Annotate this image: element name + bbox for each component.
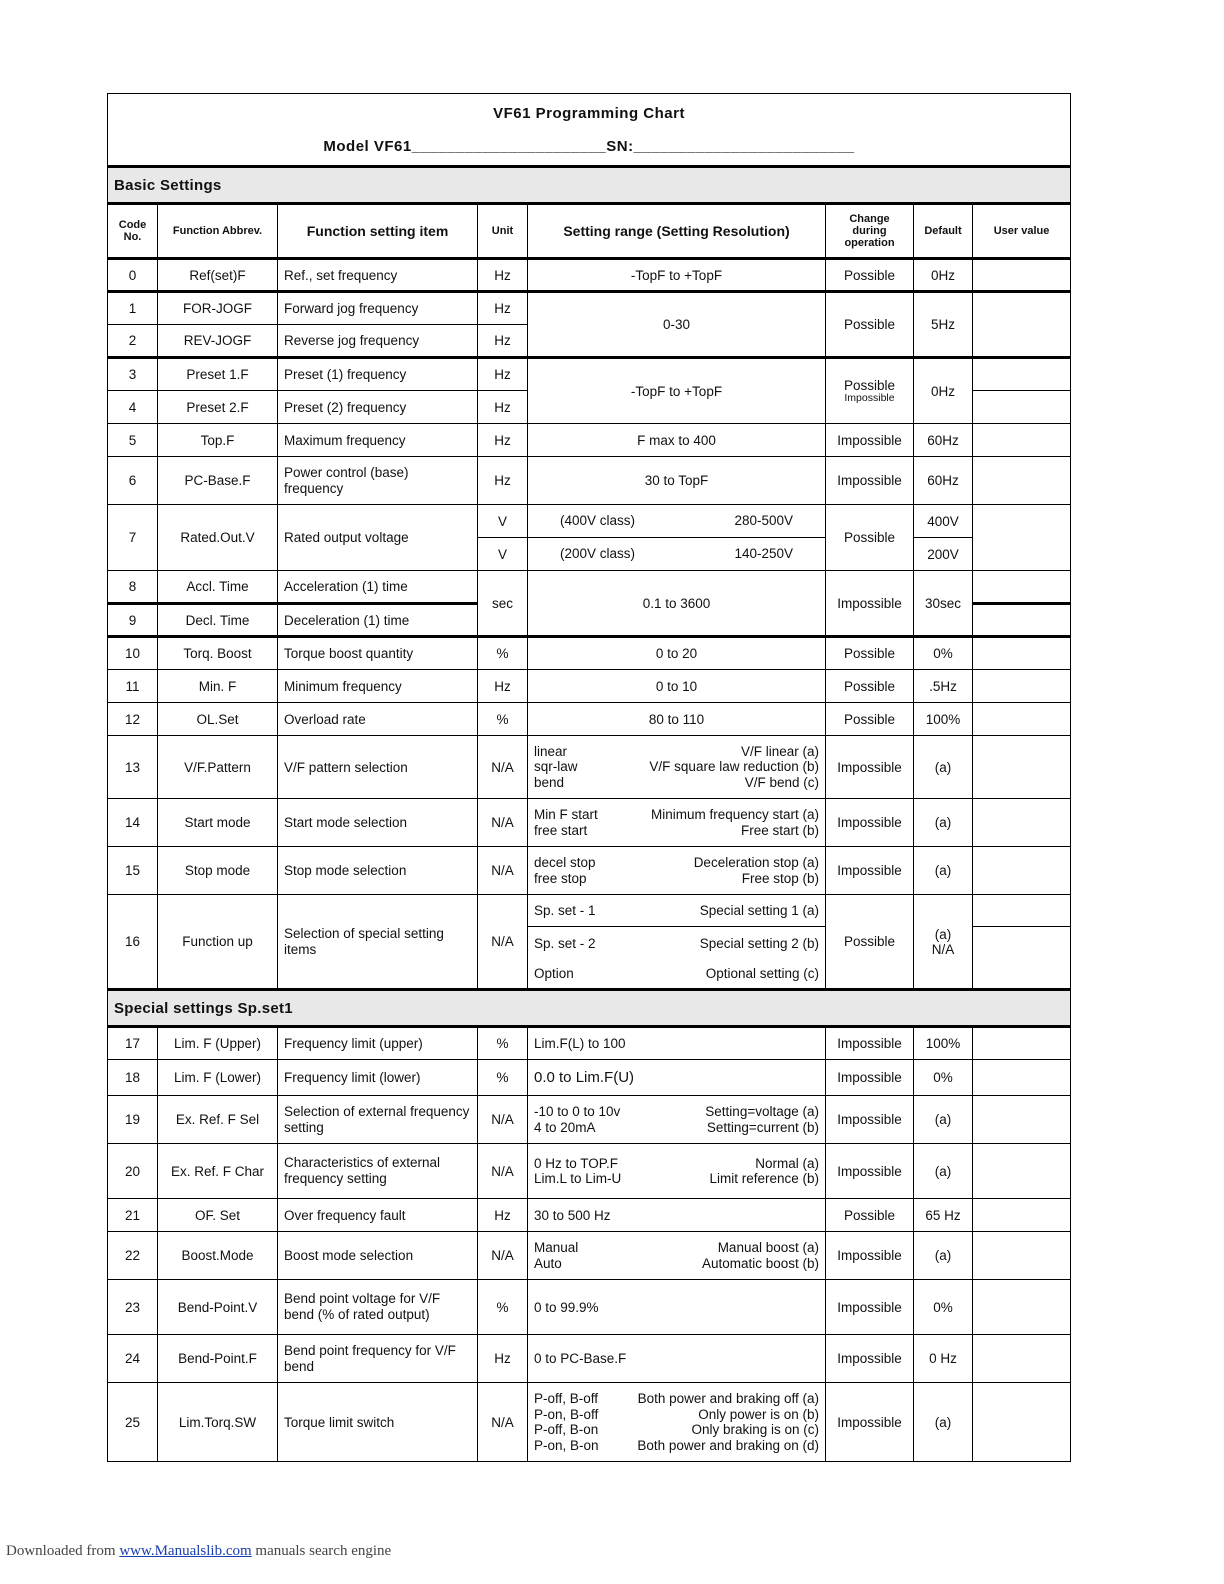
table-row [108, 1335, 1071, 1383]
option-desc: Both power and braking on (d) [637, 1437, 819, 1453]
range-cell: 30 to TopF [528, 457, 826, 505]
option-key: Min F start [534, 807, 598, 822]
item-cell: Minimum frequency [278, 670, 478, 703]
col-item: Function setting item [278, 204, 478, 259]
range-cell: F max to 400 [528, 424, 826, 457]
unit-cell: V [478, 505, 528, 538]
change-cell: Possible [826, 505, 914, 571]
settings-table [107, 93, 1071, 1462]
option-desc: Both power and braking off (a) [637, 1391, 819, 1406]
change-cell: Possible [826, 637, 914, 670]
change-cell: Impossible [826, 424, 914, 457]
code-cell: 24 [108, 1335, 158, 1383]
default-cell: 400V [914, 505, 973, 538]
option-key: Lim.L to Lim-U [534, 1171, 622, 1186]
chart-header [108, 94, 1071, 167]
option-desc: Only braking is on (c) [691, 1422, 819, 1437]
unit-cell: N/A [478, 1383, 528, 1462]
table-row [108, 1060, 1071, 1096]
default-cell: 0Hz [914, 259, 973, 292]
programming-chart [107, 93, 1070, 1462]
code-cell: 11 [108, 670, 158, 703]
abbrev-cell: Ref(set)F [158, 259, 278, 292]
col-code: Code No. [108, 204, 158, 259]
abbrev-cell: Torq. Boost [158, 637, 278, 670]
user-value-cell[interactable] [973, 1060, 1071, 1096]
user-value-cell[interactable] [973, 259, 1071, 292]
abbrev-cell: Preset 1.F [158, 358, 278, 391]
code-cell: 5 [108, 424, 158, 457]
range-class-label: (200V class) [560, 546, 636, 562]
table-row [108, 457, 1071, 505]
abbrev-cell: Stop mode [158, 847, 278, 895]
range-cell: 0 to 10 [528, 670, 826, 703]
default-cell: (a) [914, 1232, 973, 1280]
range-cell: 0-30 [528, 292, 826, 358]
unit-cell: N/A [478, 1144, 528, 1199]
user-value-cell[interactable] [973, 292, 1071, 358]
column-header-row [108, 204, 1071, 259]
code-cell: 15 [108, 847, 158, 895]
item-cell: Ref., set frequency [278, 259, 478, 292]
range-cell: 0.1 to 3600 [528, 571, 826, 637]
unit-cell: N/A [478, 1096, 528, 1144]
user-value-cell[interactable] [973, 736, 1071, 799]
option-key: Manual [534, 1240, 579, 1255]
abbrev-cell: Boost.Mode [158, 1232, 278, 1280]
user-value-cell[interactable] [973, 1027, 1071, 1060]
item-cell: Maximum frequency [278, 424, 478, 457]
change-cell: Impossible [826, 1383, 914, 1462]
table-row [108, 505, 1071, 538]
range-cell [528, 847, 826, 895]
abbrev-cell: FOR-JOGF [158, 292, 278, 325]
option-key: P-on, B-on [534, 1437, 599, 1453]
abbrev-cell: OL.Set [158, 703, 278, 736]
user-value-cell[interactable] [973, 391, 1071, 424]
chart-title: VF61 Programming Chart [493, 104, 685, 122]
item-cell: Rated output voltage [278, 505, 478, 571]
default-cell: (a) [914, 1383, 973, 1462]
change-cell: Impossible [826, 1335, 914, 1383]
option-key: 4 to 20mA [534, 1119, 596, 1135]
user-value-cell[interactable] [973, 895, 1071, 927]
range-cell: 80 to 110 [528, 703, 826, 736]
user-value-cell[interactable] [973, 571, 1071, 604]
change-impossible: Impossible [844, 392, 895, 404]
item-cell: Selection of special setting items [278, 895, 478, 990]
option-key: Auto [534, 1255, 562, 1271]
item-cell: Overload rate [278, 703, 478, 736]
item-cell: Frequency limit (lower) [278, 1060, 478, 1096]
unit-cell: Hz [478, 670, 528, 703]
change-cell: Possible [826, 1199, 914, 1232]
code-cell: 14 [108, 799, 158, 847]
unit-cell: Hz [478, 457, 528, 505]
option-desc: V/F linear (a) [740, 743, 819, 759]
abbrev-cell: Ex. Ref. F Char [158, 1144, 278, 1199]
change-cell: Impossible [826, 799, 914, 847]
code-cell: 25 [108, 1383, 158, 1462]
user-value-cell[interactable] [973, 927, 1071, 990]
change-cell: Impossible [826, 1096, 914, 1144]
user-value-cell[interactable] [973, 1335, 1071, 1383]
model-sn-line: Model VF61______________________SN:_________________________ [323, 137, 855, 155]
change-cell: Impossible [826, 1232, 914, 1280]
code-cell: 13 [108, 736, 158, 799]
abbrev-cell: Start mode [158, 799, 278, 847]
option-desc: Deceleration stop (a) [693, 855, 819, 870]
code-cell: 18 [108, 1060, 158, 1096]
table-row [108, 670, 1071, 703]
range-cell: -TopF to +TopF [528, 358, 826, 424]
user-value-cell[interactable] [973, 457, 1071, 505]
unit-cell: N/A [478, 736, 528, 799]
code-cell: 2 [108, 325, 158, 358]
item-cell: Selection of external frequency setting [278, 1096, 478, 1144]
code-cell: 9 [108, 604, 158, 637]
abbrev-cell: Rated.Out.V [158, 505, 278, 571]
range-cell [528, 1232, 826, 1280]
default-cell: .5Hz [914, 670, 973, 703]
item-cell: Boost mode selection [278, 1232, 478, 1280]
default-cell: 0% [914, 1280, 973, 1335]
option-desc: Only power is on (b) [698, 1406, 819, 1422]
option-key: P-on, B-off [534, 1406, 599, 1422]
unit-cell: Hz [478, 1199, 528, 1232]
abbrev-cell: Min. F [158, 670, 278, 703]
option-key: free stop [534, 870, 587, 886]
range-cell [528, 1144, 826, 1199]
option-key: Sp. set - 1 [534, 902, 596, 918]
default-value: N/A [931, 941, 955, 957]
table-row [108, 1144, 1071, 1199]
code-cell: 23 [108, 1280, 158, 1335]
unit-cell: Hz [478, 259, 528, 292]
item-cell: Acceleration (1) time [278, 571, 478, 604]
download-footer [6, 1543, 391, 1560]
range-cell [528, 895, 826, 927]
table-row [108, 895, 1071, 927]
unit-cell: Hz [478, 1335, 528, 1383]
range-cell [528, 538, 826, 571]
user-value-cell[interactable] [973, 604, 1071, 637]
abbrev-cell: Accl. Time [158, 571, 278, 604]
default-cell: 0Hz [914, 358, 973, 424]
default-cell: (a) [914, 736, 973, 799]
user-value-cell[interactable] [973, 799, 1071, 847]
change-cell: Impossible [826, 1280, 914, 1335]
change-cell: Impossible [826, 571, 914, 637]
change-cell: Possible [826, 670, 914, 703]
option-desc: V/F square law reduction (b) [649, 759, 819, 775]
user-value-cell[interactable] [973, 703, 1071, 736]
unit-cell: % [478, 703, 528, 736]
default-cell: 100% [914, 703, 973, 736]
option-desc: Minimum frequency start (a) [650, 807, 819, 822]
footer-prefix: Downloaded from [6, 1543, 120, 1559]
option-desc: Automatic boost (b) [701, 1255, 819, 1271]
range-cell: 0 to PC-Base.F [528, 1335, 826, 1383]
option-desc: Special setting 2 (b) [699, 935, 819, 951]
range-cell [528, 1096, 826, 1144]
user-value-cell[interactable] [973, 358, 1071, 391]
table-row [108, 637, 1071, 670]
item-cell: Torque boost quantity [278, 637, 478, 670]
user-value-cell[interactable] [973, 505, 1071, 571]
option-key: -10 to 0 to 10v [534, 1104, 621, 1119]
unit-cell: Hz [478, 358, 528, 391]
table-row [108, 1232, 1071, 1280]
code-cell: 6 [108, 457, 158, 505]
default-cell: 100% [914, 1027, 973, 1060]
item-cell: Preset (2) frequency [278, 391, 478, 424]
col-range: Setting range (Setting Resolution) [528, 204, 826, 259]
default-cell: 30sec [914, 571, 973, 637]
range-value: 280-500V [734, 513, 793, 529]
option-desc: Optional setting (c) [705, 966, 819, 981]
abbrev-cell: Bend-Point.F [158, 1335, 278, 1383]
section-special-settings: Special settings Sp.set1 [108, 990, 1071, 1027]
change-cell: Possible [826, 259, 914, 292]
unit-cell: N/A [478, 799, 528, 847]
section-basic-settings: Basic Settings [108, 167, 1071, 204]
code-cell: 12 [108, 703, 158, 736]
user-value-cell[interactable] [973, 424, 1071, 457]
option-desc: Normal (a) [755, 1155, 819, 1171]
col-abbrev: Function Abbrev. [158, 204, 278, 259]
item-cell: Bend point frequency for V/F bend [278, 1335, 478, 1383]
unit-cell: N/A [478, 895, 528, 990]
user-value-cell[interactable] [973, 670, 1071, 703]
option-key: sqr-law [534, 759, 578, 775]
table-row [108, 736, 1071, 799]
default-cell: 5Hz [914, 292, 973, 358]
table-row [108, 1280, 1071, 1335]
abbrev-cell: Bend-Point.V [158, 1280, 278, 1335]
option-key: Option [534, 966, 574, 981]
item-cell: Forward jog frequency [278, 292, 478, 325]
unit-cell: % [478, 1027, 528, 1060]
range-class-label: (400V class) [560, 513, 636, 529]
option-desc: Setting=voltage (a) [705, 1104, 819, 1119]
option-key: linear [534, 743, 568, 759]
user-value-cell[interactable] [973, 637, 1071, 670]
change-cell: Impossible [826, 457, 914, 505]
code-cell: 20 [108, 1144, 158, 1199]
default-cell: 0% [914, 1060, 973, 1096]
change-cell: Possible [826, 895, 914, 990]
item-cell: Deceleration (1) time [278, 604, 478, 637]
unit-cell: % [478, 1280, 528, 1335]
change-cell: Impossible [826, 847, 914, 895]
item-cell: Stop mode selection [278, 847, 478, 895]
item-cell: Reverse jog frequency [278, 325, 478, 358]
user-value-cell[interactable] [973, 1232, 1071, 1280]
option-key: decel stop [534, 855, 596, 870]
range-cell [528, 736, 826, 799]
abbrev-cell: REV-JOGF [158, 325, 278, 358]
default-cell: (a) [914, 1144, 973, 1199]
code-cell: 7 [108, 505, 158, 571]
range-cell: Lim.F(L) to 100 [528, 1027, 826, 1060]
change-cell: Impossible [826, 1060, 914, 1096]
code-cell: 0 [108, 259, 158, 292]
table-row [108, 424, 1071, 457]
item-cell: V/F pattern selection [278, 736, 478, 799]
unit-cell: Hz [478, 391, 528, 424]
unit-cell: V [478, 538, 528, 571]
col-default: Default [914, 204, 973, 259]
default-cell: 65 Hz [914, 1199, 973, 1232]
default-cell: 200V [914, 538, 973, 571]
change-cell: Impossible [826, 1027, 914, 1060]
table-row [108, 571, 1071, 604]
abbrev-cell: Ex. Ref. F Sel [158, 1096, 278, 1144]
range-cell [528, 799, 826, 847]
unit-cell: % [478, 637, 528, 670]
default-cell [914, 895, 973, 990]
option-key: free start [534, 822, 588, 838]
option-key: P-off, B-on [534, 1422, 599, 1437]
item-cell: Preset (1) frequency [278, 358, 478, 391]
col-unit: Unit [478, 204, 528, 259]
unit-cell: Hz [478, 325, 528, 358]
code-cell: 3 [108, 358, 158, 391]
default-cell: 60Hz [914, 457, 973, 505]
default-value: (a) [934, 926, 952, 942]
abbrev-cell: Decl. Time [158, 604, 278, 637]
item-cell: Power control (base) frequency [278, 457, 478, 505]
range-value: 140-250V [734, 546, 793, 562]
unit-cell: Hz [478, 292, 528, 325]
option-desc: Free stop (b) [741, 870, 819, 886]
change-cell: Impossible [826, 1144, 914, 1199]
abbrev-cell: Preset 2.F [158, 391, 278, 424]
abbrev-cell: OF. Set [158, 1199, 278, 1232]
change-cell: Possible [826, 703, 914, 736]
item-cell: Bend point voltage for V/F bend (% of rated output) [278, 1280, 478, 1335]
table-row [108, 1027, 1071, 1060]
unit-cell: % [478, 1060, 528, 1096]
default-cell: 0 Hz [914, 1335, 973, 1383]
col-user-value: User value [973, 204, 1071, 259]
table-row [108, 799, 1071, 847]
default-cell: (a) [914, 799, 973, 847]
code-cell: 4 [108, 391, 158, 424]
abbrev-cell: PC-Base.F [158, 457, 278, 505]
table-row [108, 1383, 1071, 1462]
table-row [108, 292, 1071, 325]
abbrev-cell: Lim.Torq.SW [158, 1383, 278, 1462]
code-cell: 1 [108, 292, 158, 325]
default-cell: 0% [914, 637, 973, 670]
code-cell: 10 [108, 637, 158, 670]
table-row [108, 703, 1071, 736]
option-key: Sp. set - 2 [534, 935, 596, 951]
code-cell: 19 [108, 1096, 158, 1144]
item-cell: Over frequency fault [278, 1199, 478, 1232]
option-desc: Setting=current (b) [706, 1119, 819, 1135]
change-cell: Possible [826, 292, 914, 358]
abbrev-cell: Lim. F (Upper) [158, 1027, 278, 1060]
range-cell: 30 to 500 Hz [528, 1199, 826, 1232]
user-value-cell[interactable] [973, 1199, 1071, 1232]
abbrev-cell: Lim. F (Lower) [158, 1060, 278, 1096]
manualslib-link[interactable]: www.Manualslib.com [119, 1543, 252, 1559]
option-desc: Free start (b) [740, 822, 819, 838]
table-row [108, 847, 1071, 895]
user-value-cell[interactable] [973, 1096, 1071, 1144]
item-cell: Characteristics of external frequency setting [278, 1144, 478, 1199]
table-row [108, 1096, 1071, 1144]
col-change: Change during operation [826, 204, 914, 259]
range-cell [528, 505, 826, 538]
range-cell [528, 927, 826, 960]
change-cell: Impossible [826, 736, 914, 799]
user-value-cell[interactable] [973, 1280, 1071, 1335]
user-value-cell[interactable] [973, 847, 1071, 895]
unit-cell: N/A [478, 1232, 528, 1280]
item-cell: Start mode selection [278, 799, 478, 847]
range-cell [528, 960, 826, 990]
default-cell: 60Hz [914, 424, 973, 457]
unit-cell: sec [478, 571, 528, 637]
table-row [108, 259, 1071, 292]
option-desc: V/F bend (c) [744, 774, 819, 790]
abbrev-cell: Function up [158, 895, 278, 990]
range-cell: -TopF to +TopF [528, 259, 826, 292]
option-desc: Manual boost (a) [717, 1240, 819, 1255]
code-cell: 17 [108, 1027, 158, 1060]
item-cell: Frequency limit (upper) [278, 1027, 478, 1060]
code-cell: 22 [108, 1232, 158, 1280]
footer-suffix: manuals search engine [251, 1543, 392, 1559]
range-cell: 0 to 20 [528, 637, 826, 670]
user-value-cell[interactable] [973, 1383, 1071, 1462]
code-cell: 16 [108, 895, 158, 990]
code-cell: 8 [108, 571, 158, 604]
option-key: P-off, B-off [534, 1391, 599, 1406]
change-possible: Possible [843, 378, 896, 393]
default-cell: (a) [914, 847, 973, 895]
user-value-cell[interactable] [973, 1144, 1071, 1199]
unit-cell: N/A [478, 847, 528, 895]
range-cell: 0 to 99.9% [528, 1280, 826, 1335]
option-desc: Special setting 1 (a) [699, 902, 819, 918]
unit-cell: Hz [478, 424, 528, 457]
table-row [108, 358, 1071, 391]
default-cell: (a) [914, 1096, 973, 1144]
abbrev-cell: V/F.Pattern [158, 736, 278, 799]
abbrev-cell: Top.F [158, 424, 278, 457]
range-cell [528, 1383, 826, 1462]
item-cell: Torque limit switch [278, 1383, 478, 1462]
change-cell [826, 358, 914, 424]
option-key: bend [534, 774, 565, 790]
table-row [108, 1199, 1071, 1232]
range-cell: 0.0 to Lim.F(U) [528, 1060, 826, 1096]
option-desc: Limit reference (b) [709, 1171, 819, 1186]
option-key: 0 Hz to TOP.F [534, 1155, 619, 1171]
code-cell: 21 [108, 1199, 158, 1232]
